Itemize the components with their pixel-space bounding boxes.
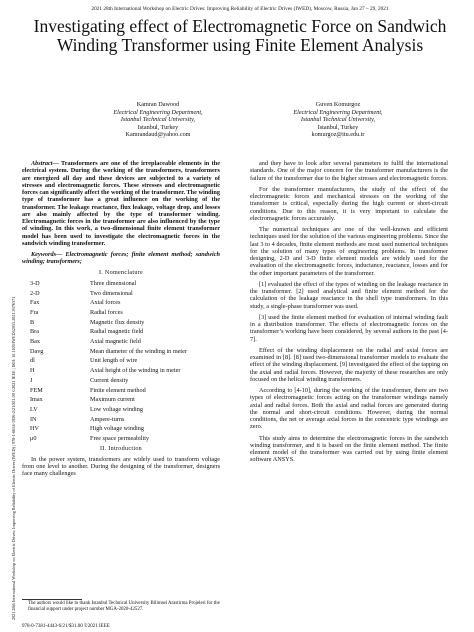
body-paragraph: According to [4-10], during the working of the transformer, there are two types of electromagnetic forces acting on the transformer windings namely axial and radial forces. Both the axial and radial forces are generated during the normal and short-circuit conditions. However, during the normal conditions, the net or average axial forces in the concentric type windings are zero. — [250, 387, 448, 431]
right-column — [250, 160, 448, 468]
nomenclature-description: Axial magnetic field — [90, 338, 141, 346]
nomenclature-description: Ampere-turns — [90, 415, 125, 423]
isbn-line: 978-0-7381-4443-6/21/$31.00 ©2021 IEEE — [22, 624, 110, 629]
nomenclature-heading: I. Nomenclature — [98, 269, 144, 276]
author-univ: Istanbul Technical University, — [120, 116, 196, 124]
nomenclature-row — [22, 424, 220, 434]
nomenclature-symbol: J — [30, 376, 33, 384]
author-block-1 — [68, 101, 248, 139]
intro-paragraph: In the power system, transformers are widely used to transform voltage from one level to another. During the designing of the transformer, designers face many challenges — [22, 455, 220, 478]
nomenclature-row — [22, 298, 220, 308]
nomenclature-description: Two dimensional — [90, 289, 133, 297]
nomenclature-row — [22, 279, 220, 289]
author-name: Guven Komurgoz — [315, 101, 361, 108]
nomenclature-symbol: Bra — [30, 328, 39, 336]
nomenclature-description: Free space permeability — [90, 434, 150, 442]
nomenclature-row — [22, 414, 220, 424]
nomenclature-row — [22, 395, 220, 405]
nomenclature-row — [22, 308, 220, 318]
paper-title: Investigating effect of Electromagnetic Force on Sandwich Winding Transformer using Finite Element Analysis — [33, 16, 447, 55]
keywords: Keywords— Electromagnetic forces; finite element method; sandwich winding; transformers; — [22, 251, 220, 266]
nomenclature-row — [22, 337, 220, 347]
nomenclature-row — [22, 376, 220, 386]
nomenclature-symbol: 2-D — [30, 289, 40, 297]
footnote — [22, 599, 220, 612]
nomenclature-symbol: FEM — [30, 386, 43, 394]
body-paragraph: [3] used the finite element method for evaluation of internal winding fault in a distribution transformer. The effects of electromagnetic forces on the transformer’s working have been considered, by several authors in the past [4-7]. — [250, 313, 448, 343]
body-paragraph: For the transformer manufacturers, the study of the effect of the electromagnetic forces and mechanical stresses on the working of the transformer is critical, especially during the high current or short-circuit conditions. Due to this reason, it is very important to calculate the electromagnetic forces accurately. — [250, 185, 448, 222]
nomenclature-symbol: HV — [30, 425, 39, 433]
nomenclature-row — [22, 288, 220, 298]
nomenclature-symbol: Bax — [30, 338, 40, 346]
nomenclature-symbol: Imax — [30, 396, 43, 404]
author-city: Istanbul, Turkey — [137, 123, 179, 131]
nomenclature-description: Mean diameter of the winding in meter — [90, 347, 187, 355]
nomenclature-description: Unit length of wire — [90, 357, 138, 365]
nomenclature-row — [22, 356, 220, 366]
author-city: Istanbul, Turkey — [317, 123, 359, 131]
abstract — [22, 160, 220, 247]
nomenclature-description: Finite element method — [90, 386, 146, 394]
nomenclature-row — [22, 434, 220, 444]
nomenclature-symbol: Fra — [30, 309, 39, 317]
nomenclature-description: Three dimensional — [90, 279, 137, 287]
author-univ: Istanbul Technical University, — [300, 116, 376, 124]
nomenclature-description: Maximum current — [90, 396, 135, 404]
footnote-rule — [22, 599, 82, 600]
nomenclature-symbol: Fax — [30, 299, 40, 307]
nomenclature-row — [22, 347, 220, 357]
nomenclature-symbol: μ0 — [30, 434, 37, 442]
nomenclature-row — [22, 385, 220, 395]
nomenclature-symbol: H — [30, 367, 35, 375]
nomenclature-symbol: 3-D — [30, 279, 40, 287]
nomenclature-symbol: Davg — [30, 347, 44, 355]
nomenclature-description: Current density — [90, 376, 129, 384]
introduction-heading: II. Introduction — [99, 446, 143, 453]
nomenclature-row — [22, 366, 220, 376]
body-paragraph: This study aims to determine the electromagnetic forces in the sandwich winding transformer, and it is based on the finite element method. The finite element model of the transformer was carried out by using finite element software ANSYS. — [250, 434, 448, 464]
doi-sidebar — [3, 120, 16, 620]
body-paragraph: The numerical techniques are one of the well-known and efficient techniques used for the solution of the various engineering problems. Since the last 3 to 4 decades, finite element methods are most used numerical techniques for the solution of many types of engineering problems. In transformer designing, 2-D and 3-D finite element models are widely used for the evaluation of the electromagnetic forces, inductance, reactance, losses and for the other important parameters of the transformer. — [250, 226, 448, 277]
doi-sidebar-text: 2021 28th International Workshop on Electric Drives: Improving Reliability of Electric Drives (IWED) | 978-1-6654-1956-2/21/$31.00 ©2021 IEEE | DOI: 10.1109/IWED52055.2021.9376371 — [11, 296, 16, 620]
author-email[interactable]: komurgoz@itu.edu.tr — [311, 131, 365, 139]
nomenclature-description: Low voltage winding — [90, 405, 143, 413]
nomenclature-description: Radial magnetic field — [90, 328, 144, 336]
abstract-text: Transformers are one of the irreplaceable elements in the electrical system. During the working of the transformers, transformers are energized all day and these devices are subjected to a variety of stresses and electromagnetic forces. These stresses and electromagnetic forces can significantly affect the working of the transformer. The winding type of transformer has a great influence on the working of the transformer. The leakage reactance, flux leakage, voltage drop, and losses are also mainly affected by the type of transformer winding. Electromagnetic forces in the transformer are also influenced by the type of winding. In this work, a two-dimensional finite element transformer model has been used to investigate the electromagnetic forces in the sandwich winding transformer. — [22, 160, 220, 247]
author-block-2 — [248, 101, 428, 139]
nomenclature-description: Axial forces — [90, 299, 121, 307]
nomenclature-table — [22, 279, 220, 444]
nomenclature-symbol: B — [30, 318, 35, 326]
abstract-lead: Abstract— — [31, 160, 59, 167]
footnote-text: The authors would like to thank Istanbul Technical University Bilimsel Arastirma Projeleri for the financial support under project number MGA-2020-42527. — [28, 601, 220, 612]
author-email[interactable]: Kamrandaud@yahoo.com — [125, 131, 191, 139]
nomenclature-row — [22, 327, 220, 337]
nomenclature-description: High voltage winding — [90, 425, 144, 433]
nomenclature-description: Radial forces — [90, 309, 123, 317]
conference-header: 2021 28th International Workshop on Electric Drives: Improving Reliability of Electric Drives (IWED), Moscow, Russia, Jan 27 – 29, 2021 — [91, 6, 389, 12]
nomenclature-row — [22, 405, 220, 415]
left-column — [22, 160, 220, 481]
body-paragraph: and they have to look after several parameters to fulfil the international standards. One of the major concern for the transformer manufacturers is the failure of the transformer due to the higher stresses and electromagnetic forces. — [250, 160, 448, 182]
author-name: Kamran Dawood — [136, 101, 180, 108]
nomenclature-symbol: dl — [30, 357, 35, 365]
author-dept: Electrical Engineering Department, — [113, 108, 203, 116]
body-paragraph: Effect of the winding displacement on the radial and axial forces are examined in [8]. [8] used two-dimensional transformer models to evaluate the effect of the winding displacement. [9] investigated the effect of the tapping on the axial and radial forces. However, the majority of these researches are only focused on the helical winding transformers. — [250, 346, 448, 383]
author-dept: Electrical Engineering Department, — [293, 108, 383, 116]
body-paragraph: [1] evaluated the effect of the types of winding on the leakage reactance in the transformer. [2] used analytical and finite element method for the calculation of the leakage reactance in the shell type transformers. In this study, a single-phase transformer was used. — [250, 280, 448, 310]
nomenclature-symbol: LV — [30, 405, 38, 413]
nomenclature-row — [22, 318, 220, 328]
nomenclature-description: Magnetic flux density — [90, 318, 145, 326]
nomenclature-description: Axial height of the winding in meter — [90, 367, 181, 375]
nomenclature-symbol: IN — [30, 415, 37, 423]
